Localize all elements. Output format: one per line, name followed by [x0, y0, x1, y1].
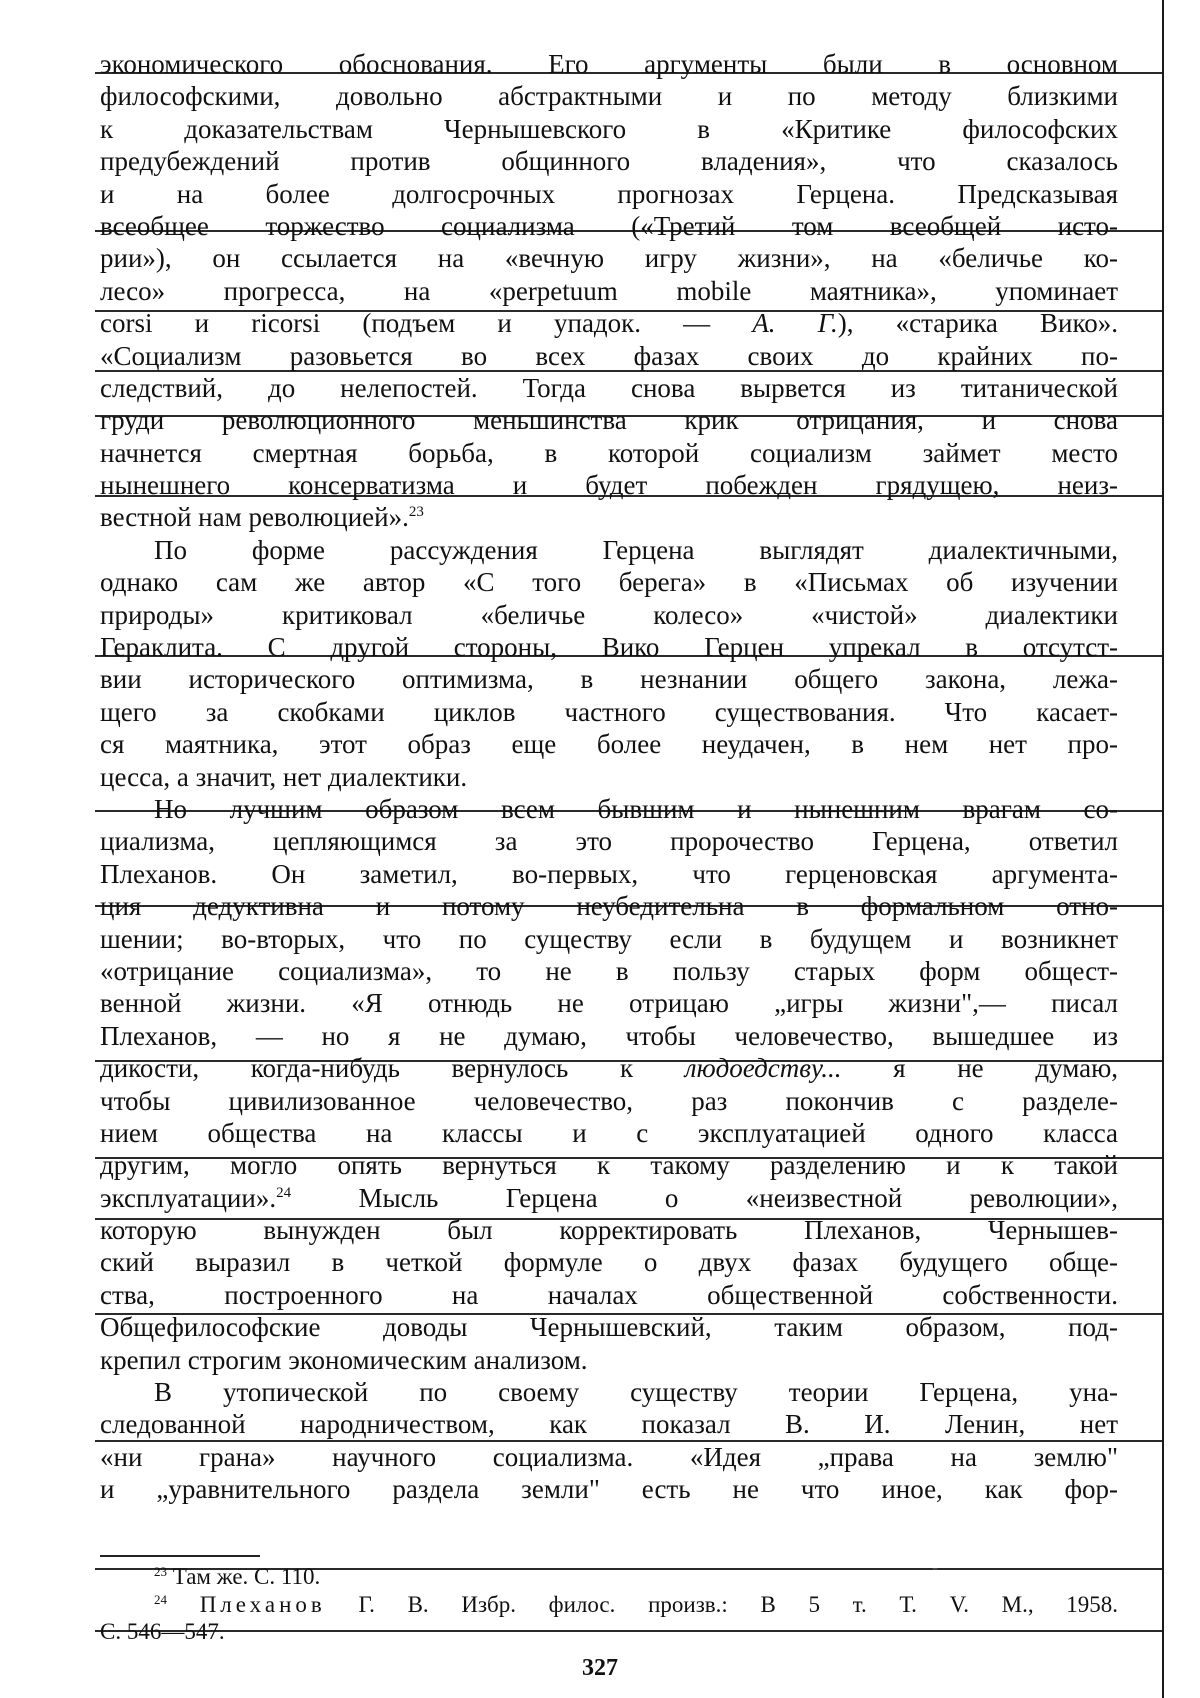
text-segment: вестной нам революцией».: [100, 502, 409, 533]
text-segment: Мысль Герцена о «неизвестной революции»,: [358, 1182, 1118, 1213]
footnote-text: Там же. С. 110.: [172, 1564, 321, 1589]
text-line: однако сам же автор «С того берега» в «Письмах об изучении: [100, 567, 1118, 598]
text-line: ция дедуктивна и потому неубедительна в формальном отно-: [100, 891, 1118, 922]
paragraph-start: В утопической по своему существу теории Герцена, уна-: [154, 1377, 1118, 1408]
text-line: нием общества на классы и с эксплуатацией одного класса: [100, 1117, 1118, 1148]
text-line: шении; во-вторых, что по существу если в будущем и возникнет: [100, 923, 1118, 954]
footnote-23: [100, 1563, 1118, 1591]
text-line: и „уравнительного раздела земли" есть не что иное, как фор-: [100, 1474, 1118, 1505]
scan-mark: -: [932, 1557, 938, 1577]
italic-initials: А. Г.: [752, 308, 838, 339]
footnote-number: 23: [154, 1564, 167, 1579]
text-line: всеобщее торжество социализма («Третий том всеобщей исто-: [100, 210, 1118, 241]
text-line: Общефилософские доводы Чернышевский, таким образом, под-: [100, 1312, 1118, 1343]
footnote-separator: [100, 1555, 260, 1557]
text-line: циализма, цепляющимся за это пророчество Герцена, ответил: [100, 826, 1118, 857]
text-line: Плеханов, — но я не думаю, чтобы человечество, вышедшее из: [100, 1020, 1118, 1051]
paragraph-start: По форме рассуждения Герцена выглядят диалектичными,: [154, 534, 1118, 565]
text-segment: дикости, когда-нибудь вернулось к: [100, 1053, 634, 1084]
footnote-24: [100, 1591, 1118, 1619]
text-line: [100, 1182, 1118, 1214]
footnotes: [100, 1563, 1118, 1646]
text-line: Плеханов. Он заметил, во-первых, что герценовская аргумента-: [100, 858, 1118, 889]
text-line: крепил строгим экономическим анализом.: [100, 1344, 588, 1375]
text-line: рии»), он ссылается на «вечную игру жизни», на «беличье ко-: [100, 243, 1118, 274]
text-line: начнется смертная борьба, в которой социализм займет место: [100, 437, 1118, 468]
text-segment: я не думаю,: [893, 1053, 1118, 1084]
text-line: и на более долгосрочных прогнозах Герцена. Предсказывая: [100, 178, 1118, 209]
text-line: экономического обоснования. Его аргументы были в основном: [100, 49, 1118, 79]
text-line: цесса, а значит, нет диалектики.: [100, 761, 468, 792]
text-line: нынешнего консерватизма и будет побежден грядущею, неиз-: [100, 470, 1118, 501]
footnote-ref-24: 24: [276, 1184, 292, 1201]
text-segment: эксплуатации».: [100, 1182, 277, 1213]
text-line: «ни грана» научного социализма. «Идея „права на землю": [100, 1441, 1118, 1472]
text-segment: ), «старика Вико».: [837, 308, 1118, 339]
text-line: следованной народничеством, как показал В. И. Ленин, нет: [100, 1409, 1118, 1440]
text-line: ства, построенного на началах общественной собственности.: [100, 1279, 1118, 1310]
text-segment: corsi и ricorsi (подъем и упадок. —: [100, 308, 711, 339]
footnote-number: 24: [154, 1591, 167, 1607]
text-line: предубеждений против общинного владения», что сказалось: [100, 146, 1118, 177]
text-line: которую вынужден был корректировать Плеханов, Чернышев-: [100, 1215, 1118, 1246]
text-line: следствий, до нелепостей. Тогда снова вырвется из титанической: [100, 372, 1118, 403]
text-line: философскими, довольно абстрактными и по методу близкими: [100, 81, 1118, 112]
text-line: вии исторического оптимизма, в незнании общего закона, лежа-: [100, 664, 1118, 695]
footnote-author: Плеханов: [199, 1591, 326, 1617]
text-line: груди революционного меньшинства крик отрицания, и снова: [100, 405, 1118, 436]
footnote-24-continuation: С. 546—547.: [100, 1619, 225, 1644]
text-line: к доказательствам Чернышевского в «Критике философских: [100, 113, 1118, 144]
text-line: чтобы цивилизованное человечество, раз покончив с разделе-: [100, 1085, 1118, 1116]
text-line: Гераклита. С другой стороны, Вико Герцен упрекал в отсутст-: [100, 632, 1118, 663]
text-line: щего за скобками циклов частного существования. Что касает-: [100, 696, 1118, 727]
text-line: «отрицание социализма», то не в пользу старых форм общест-: [100, 955, 1118, 986]
paragraph-start: Но лучшим образом всем бывшим и нынешним врагам со-: [154, 793, 1118, 824]
body-text: [100, 48, 1118, 1506]
footnote-text: Г. В. Избр. филос. произв.: В 5 т. Т. V. М., 1958.: [358, 1591, 1118, 1617]
italic-word: людоедству...: [684, 1053, 842, 1084]
page-number: 327: [582, 1655, 618, 1681]
right-margin-rule: [1162, 0, 1164, 1698]
text-line: лесо» прогресса, на «perpetuum mobile маятника», упоминает: [100, 275, 1118, 306]
text-line: другим, могло опять вернуться к такому разделению и к такой: [100, 1150, 1118, 1181]
text-line: [100, 1052, 1118, 1084]
text-line: «Социализм разовьется во всех фазах своих до крайних по-: [100, 340, 1118, 371]
text-line: [100, 501, 1118, 533]
text-line: [100, 307, 1118, 339]
footnote-ref-23: 23: [408, 504, 424, 521]
text-line: венной жизни. «Я отнюдь не отрицаю „игры жизни",— писал: [100, 988, 1118, 1019]
text-line: природы» критиковал «беличье колесо» «чистой» диалектики: [100, 599, 1118, 630]
text-line: ский выразил в четкой формуле о двух фазах будущего обще-: [100, 1247, 1118, 1278]
text-line: ся маятника, этот образ еще более неудачен, в нем нет про-: [100, 729, 1118, 760]
